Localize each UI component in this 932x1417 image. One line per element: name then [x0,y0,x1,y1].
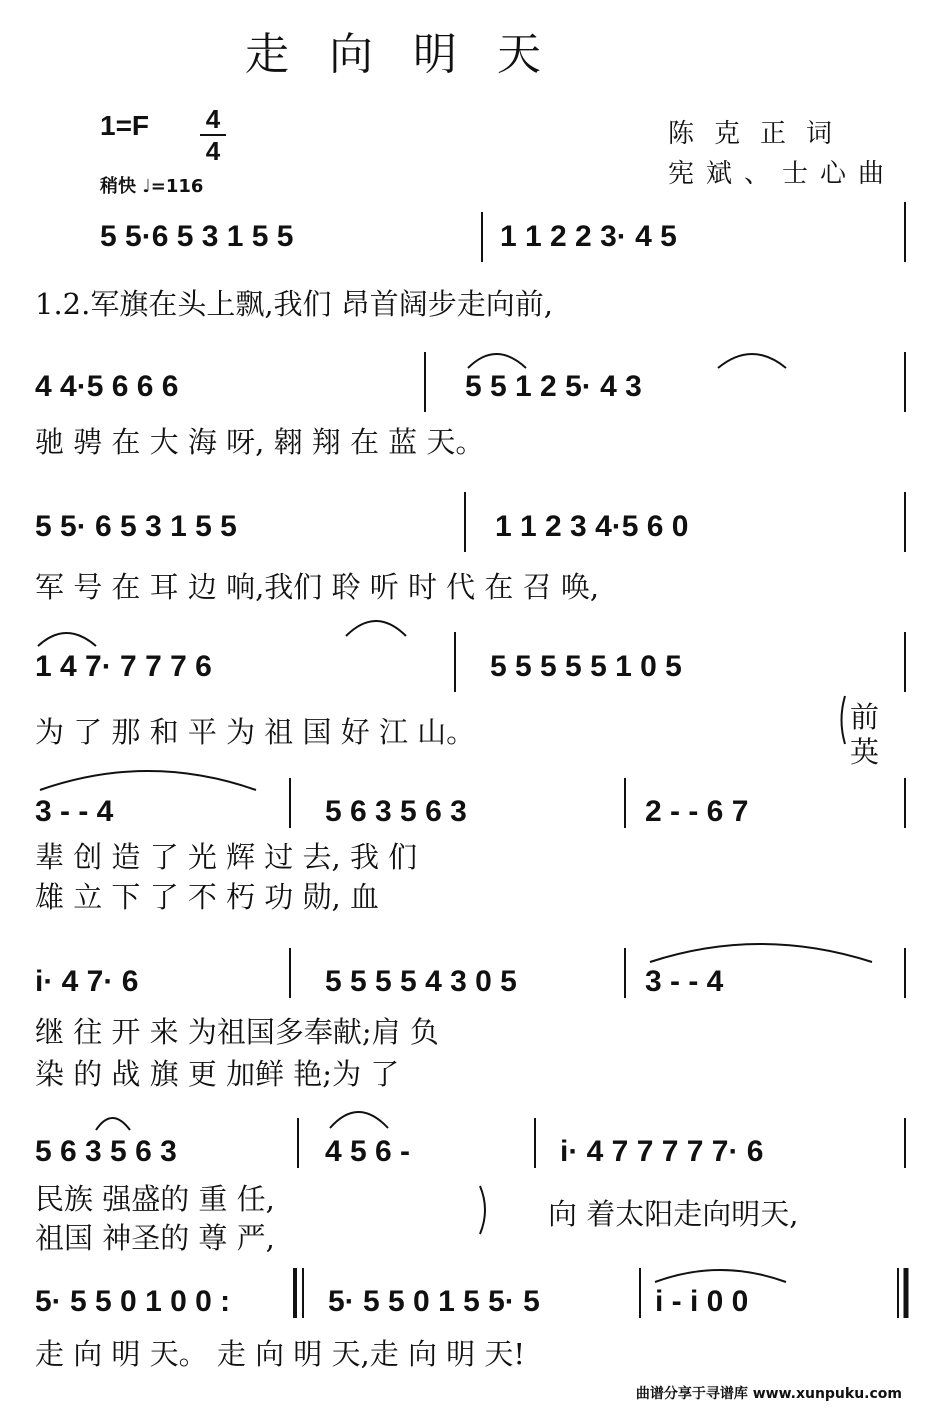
slur [650,944,872,962]
system-7-measure-2: 4 5 6 - [325,1135,411,1168]
footer-credit: 曲谱分享于寻谱库 www.xunpuku.com [635,1386,902,1402]
song-title: 走向明天 [245,29,581,80]
system-4-measure-1: 1 4 7· 7 7 7 6 [35,650,212,683]
system-6-measure-3: 3 - - 4 [645,965,724,998]
system-2-measure-1: 4 4·5 6 6 6 [35,370,179,403]
brace [842,696,846,744]
composer-credit: 宪斌、士心曲 [668,159,897,189]
slur [96,1118,130,1130]
lyricist-credit: 陈克正词 [668,119,853,149]
slur [40,771,256,790]
system-7-lyrics-1: 民族 强盛的 重 任, [35,1182,275,1216]
slur [330,1112,388,1128]
system-7-refrain: 向 着太阳走向明天, [548,1197,799,1231]
system-8-measure-2: 5· 5 5 0 1 5 5· 5 [328,1285,540,1318]
side-lyric-2: 英 [850,735,880,769]
system-5-measure-3: 2 - - 6 7 [645,795,749,828]
key-signature: 1=F [100,110,150,141]
system-8-measure-3: i - i 0 0 [655,1285,749,1318]
system-4-measure-2: 5 5 5 5 5 1 0 5 [490,650,682,683]
side-lyric-1: 前 [850,700,880,734]
system-3-measure-1: 5 5· 6 5 3 1 5 5 [35,510,237,543]
system-6-lyrics-1: 继 往 开 来 为祖国多奉献;肩 负 [35,1015,439,1049]
system-1-measure-1: 5 5·6 5 3 1 5 5 [100,220,294,253]
meter-top: 4 [205,104,221,134]
system-7-measure-1: 5 6 3 5 6 3 [35,1135,177,1168]
system-1-lyrics: 1.2.军旗在头上飘,我们 昂首阔步走向前, [35,287,553,321]
system-6-lyrics-2: 染 的 战 旗 更 加鲜 艳;为 了 [35,1057,400,1091]
system-3-measure-2: 1 1 2 3 4·5 6 0 [495,510,689,543]
system-2-lyrics: 驰 骋 在 大 海 呀, 翱 翔 在 蓝 天。 [35,425,485,459]
brace [480,1186,485,1234]
meter-bottom: 4 [205,136,221,166]
slur [718,354,786,368]
system-1-measure-2: 1 1 2 2 3· 4 5 [500,220,677,253]
system-2-measure-2: 5 5 1 2 5· 4 3 [465,370,642,403]
system-6-measure-2: 5 5 5 5 4 3 0 5 [325,965,517,998]
slur [346,621,406,636]
system-5-lyrics-2: 雄 立 下 了 不 朽 功 勋, 血 [35,880,379,914]
system-7-measure-3: i· 4 7 7 7 7 7· 6 [560,1135,764,1168]
system-4-lyrics: 为 了 那 和 平 为 祖 国 好 江 山。 [35,715,476,749]
system-3-lyrics: 军 号 在 耳 边 响,我们 聆 听 时 代 在 召 唤, [35,570,600,604]
tie [655,1270,786,1282]
system-7-lyrics-2: 祖国 神圣的 尊 严, [35,1221,275,1255]
system-8-lyrics: 走 向 明 天。 走 向 明 天,走 向 明 天! [35,1337,526,1371]
system-5-measure-2: 5 6 3 5 6 3 [325,795,467,828]
tempo-marking: 稍快 ♩=116 [100,176,204,197]
system-5-measure-1: 3 - - 4 [35,795,114,828]
slur [38,633,96,646]
system-8-measure-1: 5· 5 5 0 1 0 0 : [35,1285,231,1318]
system-6-measure-1: i· 4 7· 6 [35,965,139,998]
system-5-lyrics-1: 辈 创 造 了 光 辉 过 去, 我 们 [35,840,418,874]
slur [468,354,526,368]
